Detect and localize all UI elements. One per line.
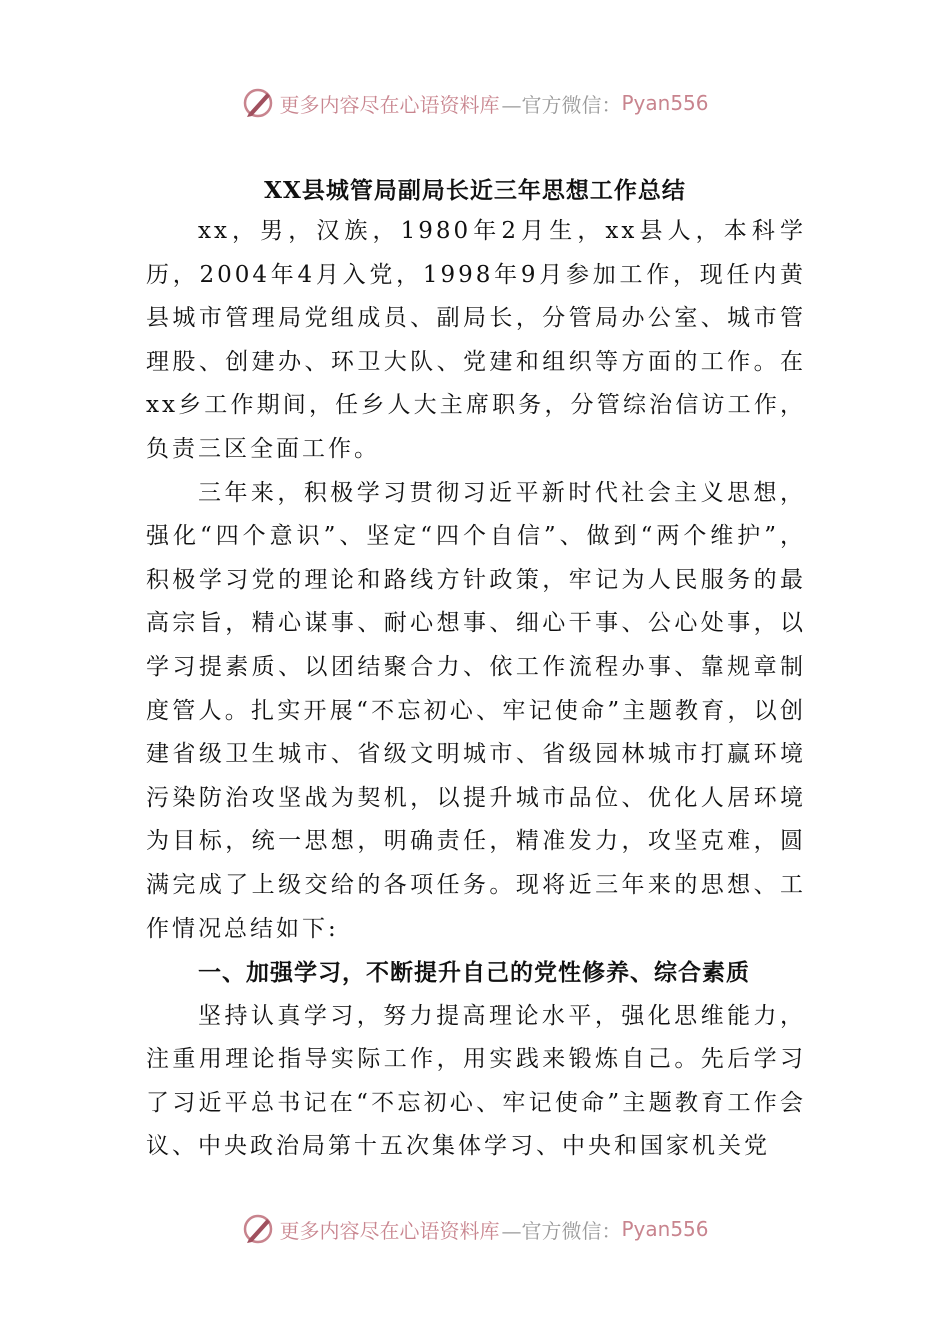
banner-subtext: —官方微信： [501,1218,622,1243]
paragraph-section-1: 坚持认真学习，努力提高理论水平，强化思维能力，注重用理论指导实际工作，用实践来锻炼自己。先后学习了习近平总书记在“不忘初心、牢记使命”主题教育工作会议、中央政治局第十五次集体学习、中央和国家机关党 [146,1002,806,1160]
banner-wechat-id: Pyan556 [621,91,709,115]
pen-logo-icon [241,1212,275,1246]
document-title: XX县城管局副局长近三年思想工作总结 [264,177,686,204]
banner-text: 更多内容尽在心语资料库 [279,92,500,117]
paragraph-summary: 三年来，积极学习贯彻习近平新时代社会主义思想，强化“四个意识”、坚定“四个自信”、做到“两个维护”，积极学习党的理论和路线方针政策，牢记为人民服务的最高宗旨，精心谋事、耐心想事、细心干事、公心处事，以学习提素质、以团结聚合力、依工作流程办事、靠规章制度管人。扎实开展“不忘初心、牢记使命”主题教育，以创建省级卫生城市、省级文明城市、省级园林城市打赢环境污染防治攻坚战为契机，以提升城市品位、优化人居环境为目标，统一思想，明确责任，精准发力，攻坚克难，圆满完成了上级交给的各项任务。现将近三年来的思想、工作情况总结如下: [146,479,806,942]
pen-logo-icon [241,86,275,120]
footer-banner [0,1212,950,1246]
header-banner [0,86,950,120]
banner-wechat-id: Pyan556 [621,1217,709,1241]
document-body [146,210,806,1169]
banner-text: 更多内容尽在心语资料库 [279,1218,500,1243]
paragraph-intro: xx，男，汉族，1980年2月生，xx县人，本科学历，2004年4月入党，1998年9月参加工作，现任内黄县城市管理局党组成员、副局长，分管局办公室、城市管理股、创建办、环卫大队、党建和组织等方面的工作。在xx乡工作期间，任乡人大主席职务，分管综治信访工作，负责三区全面工作。 [146,218,806,462]
banner-subtext: —官方微信： [501,92,622,117]
section-heading-1: 一、加强学习，不断提升自己的党性修养、综合素质 [198,959,750,987]
